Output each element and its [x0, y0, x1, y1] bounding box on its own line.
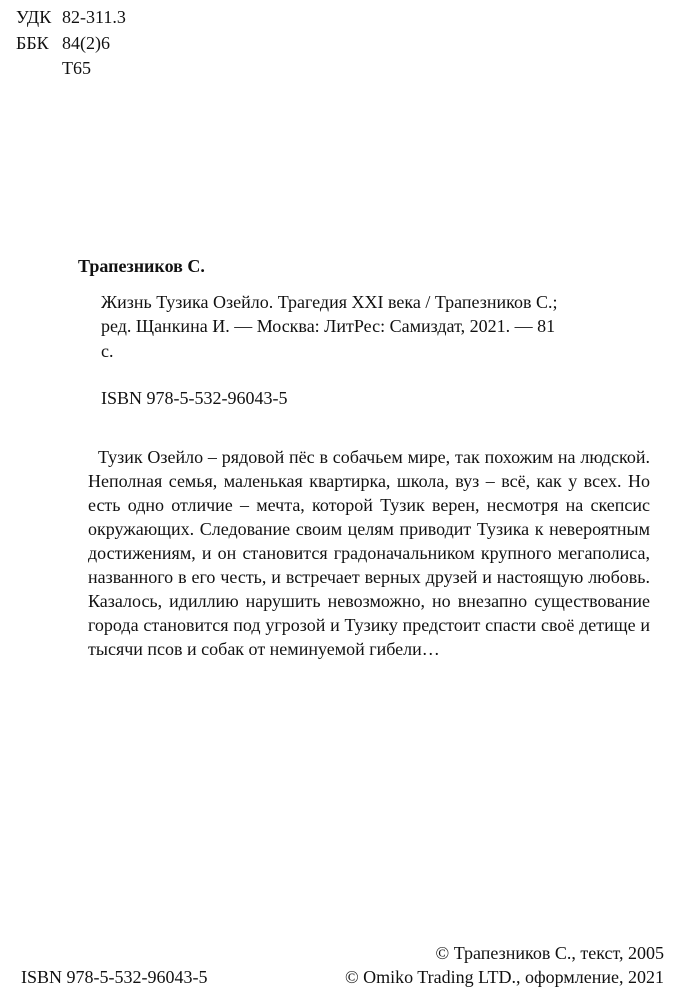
copyright-text: © Трапезников С., текст, 2005 — [435, 943, 664, 963]
bbk-value: 84(2)6 — [62, 33, 110, 53]
isbn: ISBN 978-5-532-96043-5 — [101, 388, 288, 408]
abstract-line: Неполная семья, маленькая квартирка, школа, вуз – всё, как у всех. Но — [88, 471, 650, 491]
abstract-line: тысячи псов и собак от неминуемой гибели… — [88, 639, 440, 659]
footer-isbn: ISBN 978-5-532-96043-5 — [21, 967, 208, 987]
catalog-entry-line: с. — [101, 341, 114, 361]
author-sign: Т65 — [62, 58, 91, 78]
abstract-line: окружающих. Следование своим целям приводит Тузика к невероятным — [88, 519, 650, 539]
udk-label: УДК — [16, 7, 52, 27]
abstract-line: есть одно отличие – мечта, которой Тузик верен, несмотря на скепсис — [88, 495, 650, 515]
catalog-entry-line: ред. Щанкина И. — Москва: ЛитРес: Самиздат, 2021. — 81 — [101, 316, 556, 336]
udk-value: 82-311.3 — [62, 7, 126, 27]
bbk-label: ББК — [16, 33, 49, 53]
abstract-line: города становится под угрозой и Тузику предстоит спасти своё детище и — [88, 615, 650, 635]
abstract-line: достижениям, и он становится градоначальником крупного мегаполиса, — [88, 543, 650, 563]
abstract-line: Тузик Озейло – рядовой пёс в собачьем мире, так похожим на людской. — [98, 447, 650, 467]
author-heading: Трапезников С. — [78, 256, 205, 276]
abstract-line: Казалось, идиллию нарушить невозможно, но внезапно существование — [88, 591, 650, 611]
abstract-line: названного в его честь, и встречает верных друзей и настоящую любовь. — [88, 567, 650, 587]
catalog-entry-line: Жизнь Тузика Озейло. Трагедия XXI века / Трапезников С.; — [101, 292, 558, 312]
copyright-design: © Omiko Trading LTD., оформление, 2021 — [344, 967, 664, 987]
